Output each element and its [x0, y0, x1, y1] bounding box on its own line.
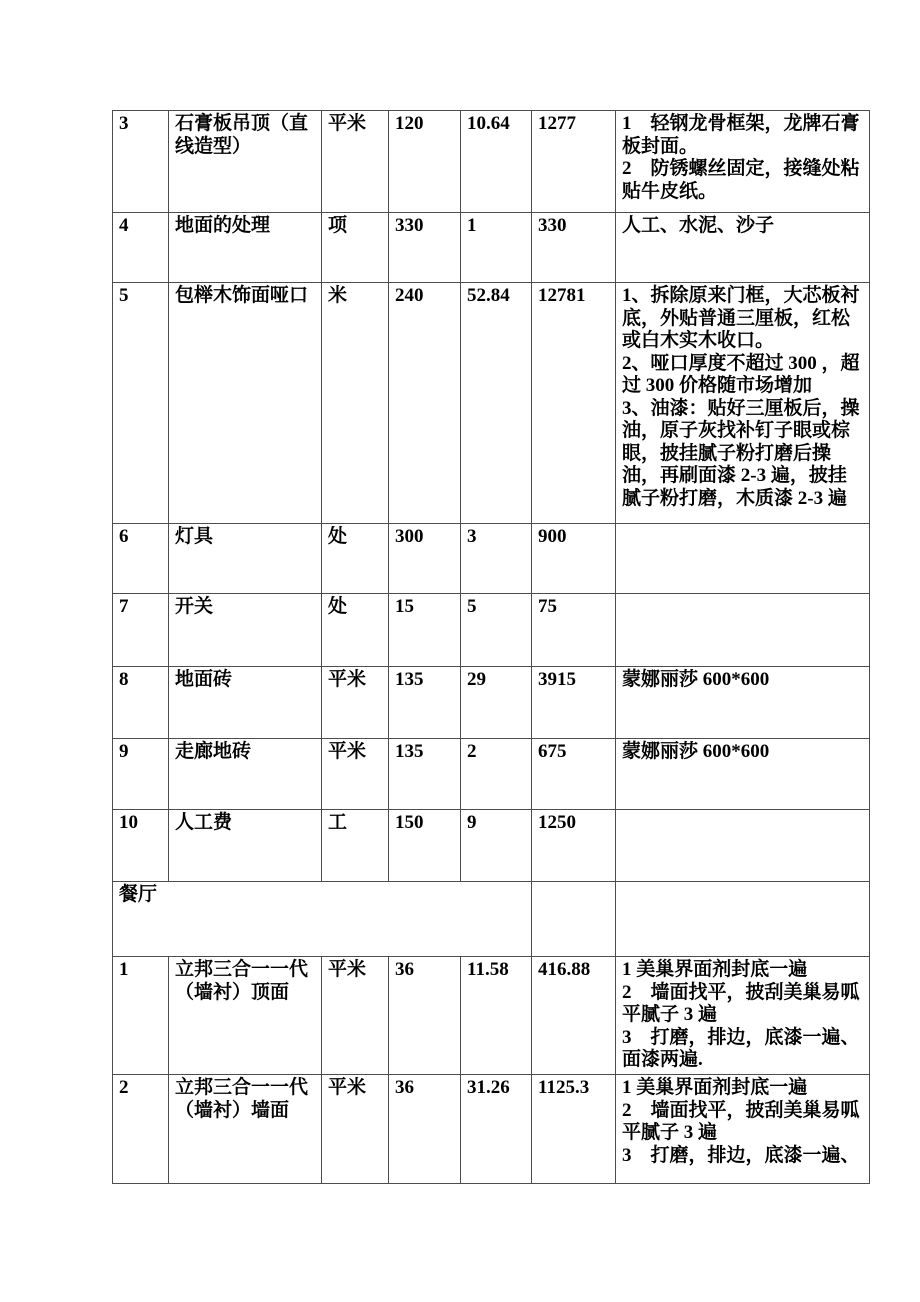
table-row — [113, 111, 870, 213]
table-row — [113, 213, 870, 283]
quantity-cell: 2 — [461, 739, 532, 810]
notes-cell — [616, 882, 870, 957]
unit-cell: 平米 — [322, 1075, 389, 1184]
unit-price-cell: 15 — [389, 594, 461, 667]
item-cell: 立邦三合一一代（墙衬）顶面 — [169, 957, 322, 1075]
unit-price-cell: 36 — [389, 957, 461, 1075]
unit-cell: 米 — [322, 283, 389, 524]
unit-cell: 项 — [322, 213, 389, 283]
quantity-cell: 11.58 — [461, 957, 532, 1075]
note-line: 2、哑口厚度不超过 300 ，超过 300 价格随市场增加 — [622, 352, 860, 396]
note-line: 蒙娜丽莎 600*600 — [622, 741, 770, 762]
item-cell: 走廊地砖 — [169, 739, 322, 810]
total-cell: 1125.3 — [532, 1075, 616, 1184]
notes-cell — [616, 810, 870, 882]
total-cell: 675 — [532, 739, 616, 810]
total-cell: 1250 — [532, 810, 616, 882]
note-line: 1 轻钢龙骨框架，龙牌石膏板封面。 — [622, 113, 860, 157]
quantity-cell: 9 — [461, 810, 532, 882]
item-cell: 地面的处理 — [169, 213, 322, 283]
item-cell: 包榉木饰面哑口 — [169, 283, 322, 524]
note-line: 3 打磨，排边，底漆一遍、 — [622, 1144, 860, 1166]
total-cell: 75 — [532, 594, 616, 667]
table-row — [113, 810, 870, 882]
notes-cell — [616, 1075, 870, 1184]
table-row — [113, 739, 870, 810]
unit-cell: 处 — [322, 524, 389, 594]
notes-cell — [616, 213, 870, 283]
item-cell: 立邦三合一一代（墙衬）墙面 — [169, 1075, 322, 1184]
table-row — [113, 667, 870, 739]
quantity-cell: 31.26 — [461, 1075, 532, 1184]
note-line: 1 美巢界面剂封底一遍 — [622, 1077, 808, 1098]
table-row — [113, 957, 870, 1075]
seq-cell: 8 — [113, 667, 169, 739]
quantity-cell: 1 — [461, 213, 532, 283]
item-cell: 开关 — [169, 594, 322, 667]
item-cell: 石膏板吊顶（直线造型） — [169, 111, 322, 213]
notes-cell — [616, 667, 870, 739]
item-cell: 人工费 — [169, 810, 322, 882]
table-row — [113, 594, 870, 667]
seq-cell: 4 — [113, 213, 169, 283]
unit-cell: 平米 — [322, 667, 389, 739]
table-row — [113, 283, 870, 524]
section-row — [113, 882, 870, 957]
unit-cell: 工 — [322, 810, 389, 882]
notes-cell — [616, 957, 870, 1075]
total-cell: 3915 — [532, 667, 616, 739]
note-line: 2 墙面找平，披刮美巢易呱平腻子 3 遍 — [622, 981, 860, 1025]
notes-cell — [616, 111, 870, 213]
note-line: 1 美巢界面剂封底一遍 — [622, 959, 808, 980]
total-cell: 416.88 — [532, 957, 616, 1075]
item-cell: 地面砖 — [169, 667, 322, 739]
unit-cell: 平米 — [322, 739, 389, 810]
total-cell: 900 — [532, 524, 616, 594]
note-line: 蒙娜丽莎 600*600 — [622, 669, 770, 690]
note-line: 3 打磨，排边，底漆一遍、面漆两遍. — [622, 1026, 860, 1070]
unit-price-cell: 135 — [389, 667, 461, 739]
unit-price-cell: 240 — [389, 283, 461, 524]
seq-cell: 9 — [113, 739, 169, 810]
seq-cell: 10 — [113, 810, 169, 882]
unit-price-cell: 150 — [389, 810, 461, 882]
total-cell: 1277 — [532, 111, 616, 213]
unit-cell: 处 — [322, 594, 389, 667]
seq-cell: 5 — [113, 283, 169, 524]
note-line: 2 防锈螺丝固定，接缝处粘贴牛皮纸。 — [622, 158, 860, 202]
seq-cell: 2 — [113, 1075, 169, 1184]
unit-cell: 平米 — [322, 957, 389, 1075]
note-line: 人工、水泥、沙子 — [622, 215, 775, 236]
table-row — [113, 1075, 870, 1184]
quantity-cell: 52.84 — [461, 283, 532, 524]
quotation-table — [112, 110, 870, 1184]
unit-price-cell: 120 — [389, 111, 461, 213]
quantity-cell: 10.64 — [461, 111, 532, 213]
total-cell: 12781 — [532, 283, 616, 524]
seq-cell: 6 — [113, 524, 169, 594]
quantity-cell: 3 — [461, 524, 532, 594]
note-line: 1、拆除原来门框，大芯板衬底，外贴普通三厘板，红松或白木实木收口。 — [622, 285, 860, 351]
total-cell — [532, 882, 616, 957]
table-row — [113, 524, 870, 594]
note-line: 3、油漆：贴好三厘板后，操油，原子灰找补钉子眼或棕眼，披挂腻子粉打磨后操油，再刷面漆 2-3 遍，披挂腻子粉打磨，木质漆 2-3 遍 — [622, 397, 860, 509]
quantity-cell: 5 — [461, 594, 532, 667]
seq-cell: 3 — [113, 111, 169, 213]
total-cell: 330 — [532, 213, 616, 283]
unit-price-cell: 36 — [389, 1075, 461, 1184]
section-label-cell: 餐厅 — [113, 882, 532, 957]
notes-cell — [616, 524, 870, 594]
notes-cell — [616, 283, 870, 524]
seq-cell: 1 — [113, 957, 169, 1075]
note-line: 2 墙面找平，披刮美巢易呱平腻子 3 遍 — [622, 1099, 860, 1143]
notes-cell — [616, 594, 870, 667]
item-cell: 灯具 — [169, 524, 322, 594]
unit-price-cell: 330 — [389, 213, 461, 283]
quantity-cell: 29 — [461, 667, 532, 739]
unit-price-cell: 300 — [389, 524, 461, 594]
unit-price-cell: 135 — [389, 739, 461, 810]
notes-cell — [616, 739, 870, 810]
unit-cell: 平米 — [322, 111, 389, 213]
seq-cell: 7 — [113, 594, 169, 667]
